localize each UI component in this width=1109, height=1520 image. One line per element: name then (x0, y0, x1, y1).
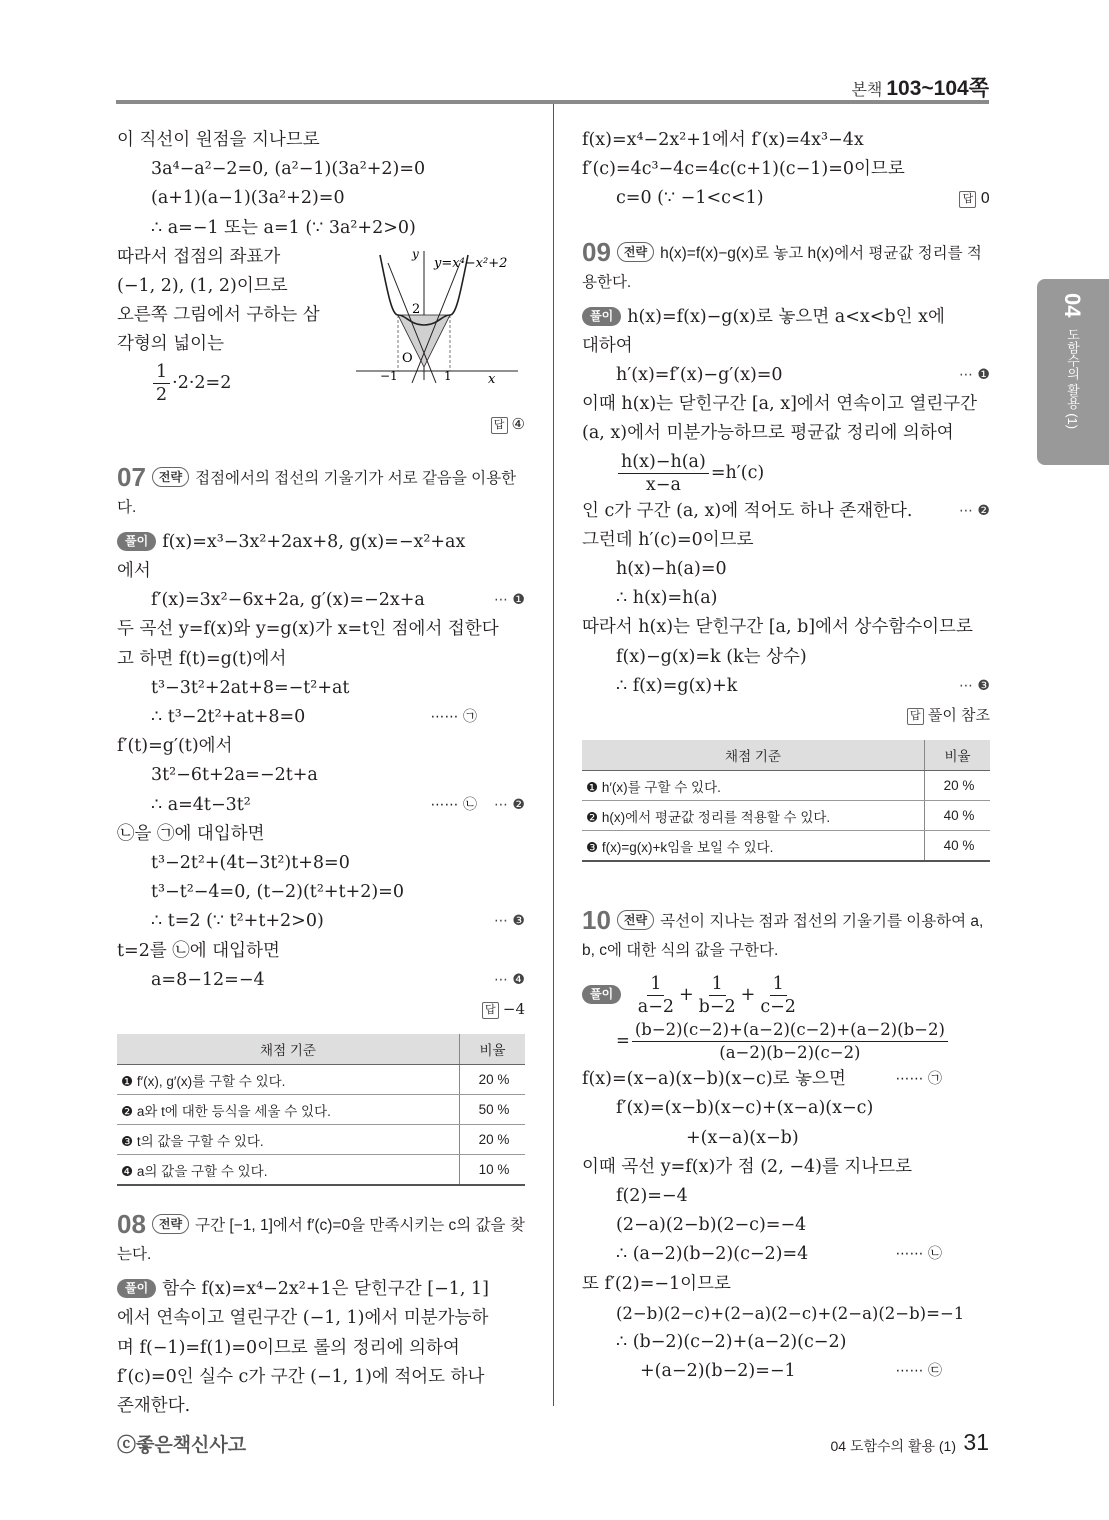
right-column (582, 126, 990, 1386)
equation-line: t³−t²−4=0, (t−2)(t²+t+2)=0 (151, 882, 404, 903)
text-line: 대하여 (582, 335, 633, 356)
table-header: 비율 (925, 740, 991, 771)
step-marker: ⋯ ❸ (958, 677, 990, 694)
step-marker: ⋯ ❶ (958, 367, 990, 384)
table-row: ❸ t의 값을 구할 수 있다. 20 % (117, 1125, 525, 1155)
solution-line: 풀이 f(x)=x³−3x²+2ax+8, g(x)=−x²+ax (117, 528, 525, 557)
answer-07: 답 −4 (117, 995, 525, 1024)
equation-line: t³−3t²+2at+8=−t²+at (151, 677, 350, 698)
text-line: 두 곡선 y=f(x)와 y=g(x)가 x=t인 점에서 접한다 (117, 619, 499, 640)
problem-number: 08 (117, 1209, 146, 1240)
equation-line: ∴ f(x)=g(x)+k ⋯ ❸ (582, 672, 990, 701)
equation-line: ∴ t³−2t²+at+8=0 ⋯⋯ ㉠ (117, 703, 525, 732)
equation-line: (2−b)(2−c)+(2−a)(2−c)+(2−a)(2−b)=−1 (616, 1303, 965, 1323)
text-line: f′(c)=0인 실수 c가 구간 (−1, 1)에 적어도 하나 (117, 1366, 485, 1387)
y-intercept-label: 2 (412, 302, 421, 317)
equation-line: h(x)−h(a)=0 (616, 559, 727, 580)
solution-line: 풀이 h(x)=f(x)−g(x)로 놓으면 a<x<b인 x에 (582, 303, 990, 332)
table-row: ❷ a와 t에 대한 등식을 세울 수 있다. 50 % (117, 1095, 525, 1125)
fraction-equation: = $\frac{(b-2)(c-2)+(a-2)(c-2)+(a-2)(b-2)}{(a-2)(b-2)(c-2)}$ (582, 1017, 990, 1065)
text-line: 고 하면 f(t)=g(t)에서 (117, 648, 287, 669)
equation-line: (2−a)(2−b)(2−c)=−4 (616, 1215, 807, 1236)
equation-line: h′(x)=f′(x)−g′(x)=0 ⋯ ❶ (582, 361, 990, 390)
step-marker: ⋯ ❷ (958, 502, 990, 519)
y-axis-label: y (412, 247, 419, 261)
equation-reference: ⋯⋯ ㉡ (895, 1246, 942, 1263)
equation-line: f′(x)=3x²−6x+2a, g′(x)=−2x+a ⋯ ❶ (117, 586, 525, 615)
equation-line: f′(c)=4c³−4c=4c(c+1)(c−1)=0이므로 (582, 159, 905, 180)
scoring-table-09 (582, 740, 990, 862)
publisher-logo: ⓒ좋은책신사고 (117, 1435, 247, 1456)
x-axis-label: x (488, 372, 496, 385)
text-line: 따라서 h(x)는 닫힌구간 [a, b]에서 상수함수이므로 (582, 617, 973, 638)
text-line: 이때 곡선 y=f(x)가 점 (2, −4)를 지나므로 (582, 1156, 913, 1177)
table-header: 채점 기준 (582, 740, 925, 771)
text-line: 이때 h(x)는 닫힌구간 [a, x]에서 연속이고 열린구간 (582, 394, 978, 415)
page-number: 31 (963, 1429, 989, 1455)
equation-line: ∴ (a−2)(b−2)(c−2)=4 ⋯⋯ ㉡ (582, 1240, 990, 1269)
table-header: 채점 기준 (117, 1034, 460, 1065)
equation-line: 3t²−6t+2a=−2t+a (151, 765, 318, 786)
problem-08-strategy: 08 전략 구간 [−1, 1]에서 f′(c)=0을 만족시키는 c의 값을 찾는다. (117, 1209, 525, 1264)
table-row: ❶ h′(x)를 구할 수 있다. 20 % (582, 771, 990, 801)
table-row: ❶ f′(x), g′(x)를 구할 수 있다. 20 % (117, 1065, 525, 1095)
equation-line: ∴ a=−1 또는 a=1 (∵ 3a²+2>0) (151, 217, 416, 238)
tick-label: −1 (380, 369, 398, 383)
text-line: 존재한다. (117, 1396, 191, 1417)
problem-number: 09 (582, 236, 611, 267)
equation-line: 3a⁴−a²−2=0, (a²−1)(3a²+2)=0 (151, 159, 426, 180)
footer-chapter: 04 도함수의 활용 (1) (830, 1438, 956, 1454)
equation-line: t³−2t²+(4t−3t²)t+8=0 (151, 853, 350, 874)
text-line: 이 직선이 원점을 지나므로 (117, 130, 320, 150)
solution-line: 풀이 함수 f(x)=x⁴−2x²+1은 닫힌구간 [−1, 1] (117, 1275, 525, 1304)
fraction: $\frac{1}{2}$ (153, 361, 170, 406)
answer-08: 답 0 (959, 184, 990, 213)
step-marker: ⋯ ❸ (493, 913, 525, 930)
solution-badge: 풀이 (117, 532, 156, 551)
problem-09-strategy: 09 전략 h(x)=f(x)−g(x)로 놓고 h(x)에서 평균값 정리를 적용한다. (582, 236, 982, 291)
fraction: $\frac{h(x)-h(a)}{x-a}$ (618, 451, 709, 496)
answer-09: 답 풀이 참조 (582, 701, 990, 730)
text-line: 에서 (117, 561, 151, 582)
text-line: 또 f′(2)=−1이므로 (582, 1273, 731, 1294)
equation-line: +(x−a)(x−b) (686, 1127, 799, 1148)
equation-line: f′(x)=(x−b)(x−c)+(x−a)(x−c) (616, 1098, 874, 1119)
text-line: f(x)=(x−a)(x−b)(x−c)로 놓으면 (582, 1069, 846, 1090)
equation-reference: ⋯⋯ ㉡ (430, 796, 477, 813)
equation-line: a=8−12=−4 ⋯ ❹ (117, 966, 525, 995)
strategy-badge: 전략 (152, 467, 189, 487)
problem-07-strategy: 07 전략 접점에서의 접선의 기울기가 서로 같음을 이용한다. (117, 461, 517, 516)
equation-line: f(x)−g(x)=k (k는 상수) (616, 646, 807, 667)
text-line: 인 c가 구간 (a, x)에 적어도 하나 존재한다. ⋯ ❷ (582, 497, 990, 526)
equation-line: c=0 (∵ −1<c<1) 답 0 (582, 184, 990, 213)
table-header: 비율 (460, 1034, 526, 1065)
equation-line: f(x)=x⁴−2x²+1에서 f′(x)=4x³−4x (582, 130, 864, 150)
text-line: 그런데 h′(c)=0이므로 (582, 529, 754, 550)
function-graph (348, 245, 528, 385)
text-line: 며 f(−1)=f(1)=0이므로 롤의 정리에 의하여 (117, 1337, 460, 1358)
problem-number: 10 (582, 905, 611, 936)
equation-reference: ⋯⋯ ㉢ (895, 1363, 942, 1380)
text-line: (a, x)에서 미분가능하므로 평균값 정리에 의하여 (582, 423, 954, 444)
step-marker: ⋯ ❶ (493, 592, 525, 609)
text-line: ㉡을 ㉠에 대입하면 (117, 823, 265, 844)
equation-line: ∴ a=4t−3t² ⋯⋯ ㉡ ⋯ ❷ (117, 791, 525, 820)
fraction-equation: $\frac{h(x)-h(a)}{x-a}$ =h′(c) (582, 449, 990, 497)
chapter-side-tab (1037, 279, 1109, 465)
column-divider (553, 104, 554, 1406)
area-equation: $\frac{1}{2}$ ·2·2=2 (117, 360, 525, 406)
equation-line: (a+1)(a−1)(3a²+2)=0 (151, 188, 345, 209)
equation-line: +(a−2)(b−2)=−1 ⋯⋯ ㉢ (582, 1357, 990, 1386)
equation-line: ∴ h(x)=h(a) (616, 588, 718, 609)
text-line: f′(t)=g′(t)에서 (117, 736, 233, 757)
solution-badge: 풀이 (582, 985, 621, 1004)
solution-badge: 풀이 (582, 307, 621, 326)
equation-line: ∴ (b−2)(c−2)+(a−2)(c−2) (616, 1332, 847, 1353)
scoring-table-07 (117, 1034, 525, 1186)
table-row: ❷ h(x)에서 평균값 정리를 적용할 수 있다. 40 % (582, 801, 990, 831)
table-row: ❹ a의 값을 구할 수 있다. 10 % (117, 1155, 525, 1186)
equation-reference: ⋯⋯ ㉠ (430, 709, 477, 726)
step-marker: ⋯ ❹ (493, 971, 525, 988)
tick-label: 1 (444, 369, 452, 383)
problem-number: 07 (117, 461, 146, 492)
solution-line: 풀이 $\frac{1}{a-2}$ + $\frac{1}{b-2}$ + $\frac{1}{c-2}$ (582, 973, 990, 1017)
equation-line: ∴ t=2 (∵ t²+t+2>0) ⋯ ❸ (117, 907, 525, 936)
solution-badge: 풀이 (117, 1279, 156, 1298)
page-reference-label: 본책 (851, 82, 883, 99)
text-line: 오른쪽 그림에서 구하는 삼 (117, 305, 320, 326)
origin-label: O (402, 351, 413, 366)
strategy-badge: 전략 (152, 1214, 189, 1234)
page-reference-range: 103~104쪽 (886, 77, 989, 100)
chapter-title: 도함수의 활용 (1) (1065, 327, 1080, 430)
text-line: 에서 연속이고 열린구간 (−1, 1)에서 미분가능하 (117, 1308, 489, 1329)
text-line: 각형의 넓이는 (117, 334, 224, 355)
text-line: t=2를 ㉡에 대입하면 (117, 940, 280, 961)
answer-06: 답 ④ (117, 410, 525, 439)
text-line: (−1, 2), (1, 2)이므로 (117, 276, 288, 297)
step-marker: ⋯ ❷ (493, 796, 525, 813)
curve-label: y=x⁴−x²+2 (434, 256, 508, 271)
chapter-number: 04 (1060, 293, 1085, 318)
equation-line: f(2)=−4 (616, 1186, 688, 1207)
text-line: 따라서 접점의 좌표가 (117, 246, 281, 267)
strategy-badge: 전략 (617, 910, 654, 930)
table-row: ❸ f(x)=g(x)+k임을 보일 수 있다. 40 % (582, 831, 990, 862)
strategy-badge: 전략 (617, 242, 654, 262)
equation-reference: ⋯⋯ ㉠ (895, 1071, 942, 1088)
page-reference (851, 72, 989, 102)
problem-10-strategy: 10 전략 곡선이 지나는 점과 접선의 기울기를 이용하여 a, b, c에 대한 식의 값을 구한다. (582, 905, 984, 960)
